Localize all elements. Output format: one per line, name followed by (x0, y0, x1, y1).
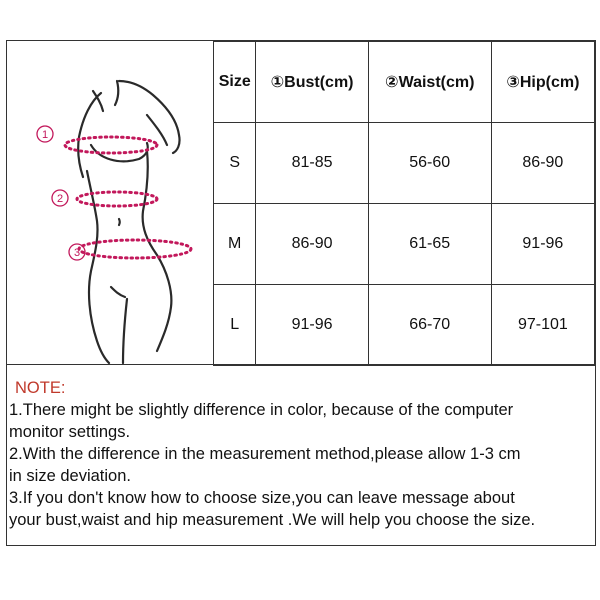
cell-hip: 97-101 (491, 285, 594, 366)
table-header-row (214, 42, 595, 123)
cell-bust: 86-90 (256, 204, 368, 285)
cell-bust: 81-85 (256, 123, 368, 204)
cell-bust: 91-96 (256, 285, 368, 366)
table-row (214, 123, 595, 204)
marker-3: 3 (73, 247, 81, 259)
note-line: in size deviation. (9, 467, 131, 485)
cell-size: S (214, 123, 256, 204)
body-figure (7, 41, 212, 364)
cell-waist: 66-70 (368, 285, 491, 366)
header-size: Size (214, 42, 256, 123)
header-waist: ②Waist(cm) (368, 42, 491, 123)
cell-size: L (214, 285, 256, 366)
cell-waist: 56-60 (368, 123, 491, 204)
cell-hip: 86-90 (491, 123, 594, 204)
cell-hip: 91-96 (491, 204, 594, 285)
header-bust: ①Bust(cm) (256, 42, 368, 123)
note-line: 1.There might be slightly difference in color, because of the computer (9, 401, 514, 419)
marker-1: 1 (41, 129, 49, 141)
cell-size: M (214, 204, 256, 285)
notes-section (9, 377, 593, 531)
header-hip: ③Hip(cm) (491, 42, 594, 123)
section-divider (7, 364, 595, 365)
cell-waist: 61-65 (368, 204, 491, 285)
note-line: your bust,waist and hip measurement .We will help you choose the size. (9, 511, 536, 529)
table-row (214, 285, 595, 366)
note-line: 2.With the difference in the measurement method,please allow 1-3 cm (9, 445, 521, 463)
notes-title: NOTE: (15, 379, 66, 397)
size-table (213, 41, 595, 366)
note-line: 3.If you don't know how to choose size,you can leave message about (9, 489, 515, 507)
marker-2: 2 (56, 193, 64, 205)
size-chart-frame (6, 40, 596, 546)
table-row (214, 204, 595, 285)
body-silhouette-icon (7, 41, 212, 364)
size-chart-top (7, 41, 595, 364)
note-line: monitor settings. (9, 423, 131, 441)
